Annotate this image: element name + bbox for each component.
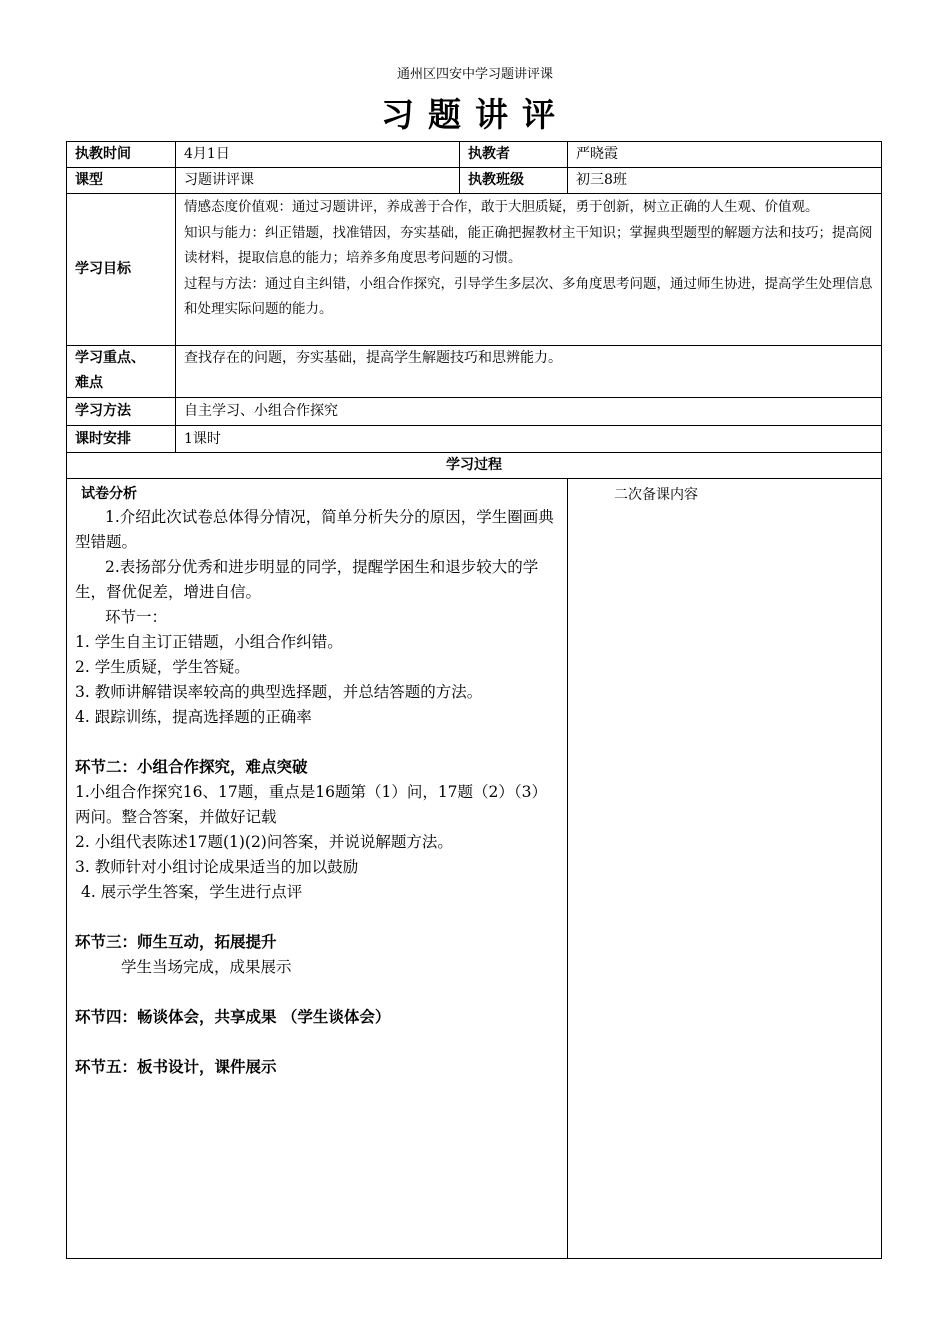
row-focus <box>67 346 882 398</box>
analysis-title: 试卷分析 <box>81 486 137 502</box>
spacer <box>75 1030 559 1055</box>
stage1-title: 环节一： <box>105 608 168 626</box>
row-process <box>67 479 882 1259</box>
time-label: 执教时间 <box>67 142 176 168</box>
hours-label: 课时安排 <box>67 426 176 453</box>
focus-value: 查找存在的问题，夯实基础，提高学生解题技巧和思辨能力。 <box>176 346 882 398</box>
stage1-item-3: 3. 教师讲解错误率较高的典型选择题，并总结答题的方法。 <box>75 683 483 701</box>
stage2-item-1: 1.小组合作探究16、17题，重点是16题第（1）问，17题（2）（3）两问。整合答案，并做好记载 <box>75 783 548 826</box>
second-prep-column <box>568 479 882 1259</box>
stage3-title: 环节三：师生互动，拓展提升 <box>75 933 277 951</box>
stage5-title: 环节五：板书设计，课件展示 <box>75 1058 277 1076</box>
stage2-item-3: 3. 教师针对小组讨论成果适当的加以鼓励 <box>75 858 359 876</box>
second-prep-title: 二次备课内容 <box>614 487 698 503</box>
class-label: 执教班级 <box>460 168 568 194</box>
goals-label: 学习目标 <box>67 194 176 346</box>
focus-label-line-2: 难点 <box>75 375 103 391</box>
method-label: 学习方法 <box>67 398 176 426</box>
method-value: 自主学习、小组合作探究 <box>176 398 882 426</box>
teacher-label: 执教者 <box>460 142 568 168</box>
row-goals <box>67 194 882 346</box>
stage1-item-4: 4. 跟踪训练，提高选择题的正确率 <box>75 708 312 726</box>
analysis-item-2: 2.表扬部分优秀和进步明显的同学，提醒学困生和退步较大的学生，督优促差，增进自信。 <box>75 558 539 601</box>
goal-process: 过程与方法：通过自主纠错，小组合作探究，引导学生多层次、多角度思考问题，通过师生协进，提高学生处理信息和处理实际问题的能力。 <box>184 275 873 317</box>
stage1-item-2: 2. 学生质疑，学生答疑。 <box>75 658 250 676</box>
lesson-plan-table <box>66 141 882 1259</box>
goal-knowledge: 知识与能力：纠正错题，找准错因，夯实基础，能正确把握教材主干知识；掌握典型题型的解题方法和技巧；提高阅读材料，提取信息的能力；培养多角度思考问题的习惯。 <box>184 224 873 266</box>
stage4-title: 环节四：畅谈体会，共享成果 （学生谈体会） <box>75 1008 391 1026</box>
stage2-item-4: 4. 展示学生答案，学生进行点评 <box>81 883 303 901</box>
page-title: 习题讲评 <box>381 95 569 134</box>
row-type <box>67 168 882 194</box>
spacer <box>75 730 559 755</box>
stage3-text: 学生当场完成，成果展示 <box>121 958 292 976</box>
goal-values: 情感态度价值观：通过习题讲评，养成善于合作，敢于大胆质疑，勇于创新，树立正确的人生观、价值观。 <box>184 199 819 215</box>
time-value: 4月1日 <box>176 142 460 168</box>
analysis-item-1: 1.介绍此次试卷总体得分情况，简单分析失分的原因，学生圈画典型错题。 <box>75 508 554 551</box>
type-label: 课型 <box>67 168 176 194</box>
hours-value: 1课时 <box>176 426 882 453</box>
focus-label <box>67 346 176 398</box>
spacer <box>75 980 559 1005</box>
stage2-title: 环节二：小组合作探究，难点突破 <box>75 758 308 776</box>
row-hours <box>67 426 882 453</box>
focus-label-line-1: 学习重点、 <box>75 350 145 366</box>
stage2-item-2: 2. 小组代表陈述17题(1)(2)问答案，并说说解题方法。 <box>75 833 453 851</box>
process-label: 学习过程 <box>67 453 882 479</box>
class-value: 初三8班 <box>568 168 882 194</box>
teacher-value: 严晓霞 <box>568 142 882 168</box>
type-value: 习题讲评课 <box>176 168 460 194</box>
row-process-header <box>67 453 882 479</box>
spacer <box>75 905 559 930</box>
school-header: 通州区四安中学习题讲评课 <box>396 67 553 82</box>
row-method <box>67 398 882 426</box>
stage1-item-1: 1. 学生自主订正错题，小组合作纠错。 <box>75 633 343 651</box>
goals-content <box>176 194 882 346</box>
process-content <box>67 479 568 1259</box>
row-time <box>67 142 882 168</box>
